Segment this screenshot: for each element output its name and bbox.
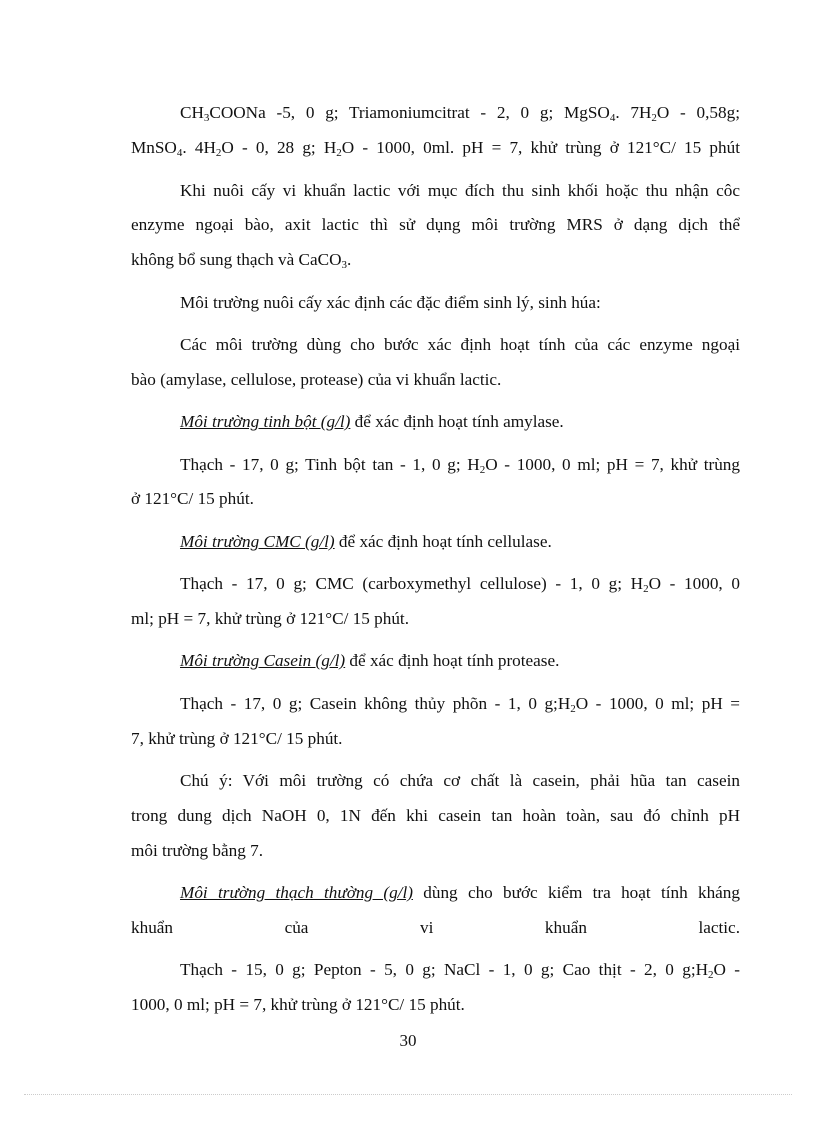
text-line: [180, 693, 740, 715]
text-line: [180, 292, 740, 314]
text-line: [180, 770, 740, 792]
text-line: [131, 249, 740, 271]
text-line: [131, 369, 740, 391]
subscript: 2: [215, 147, 222, 159]
text-line: [131, 214, 740, 236]
text-segment: O - 1000, 0: [648, 574, 740, 593]
text-segment: để xác định hoạt tính amylase.: [350, 412, 564, 431]
text-segment: O - 1000, 0 ml; pH = 7, khử trùng: [485, 455, 740, 474]
subscript: 2: [651, 112, 657, 124]
text-line: [131, 608, 740, 630]
subscript: 2: [643, 583, 649, 595]
text-line: [180, 959, 740, 981]
text-line: [131, 917, 740, 939]
page-bottom-divider: [24, 1094, 792, 1095]
text-segment: ở 121°C/ 15 phút.: [131, 489, 254, 508]
text-segment: . 4H: [182, 138, 216, 157]
text-segment: .: [347, 250, 352, 269]
text-line: [180, 531, 740, 553]
text-segment: Thạch - 17, 0 g; Tinh bột tan - 1, 0 g; H: [180, 455, 480, 474]
page-number: 30: [399, 1031, 417, 1050]
text-segment: trong dung dịch NaOH 0, 1N đến khi casein tan hoàn toàn, sau đó chỉnh pH: [131, 806, 740, 825]
text-segment: để xác định hoạt tính cellulase.: [334, 532, 552, 551]
text-segment: Thạch - 17, 0 g; Casein không thủy phõn - 1, 0 g;H: [180, 694, 571, 713]
text-segment: bào (amylase, cellulose, protease) của vi khuẩn lactic.: [131, 370, 502, 389]
text-segment: MnSO: [131, 138, 177, 157]
subscript: 4: [609, 112, 616, 124]
text-segment: môi trường bằng 7.: [131, 841, 264, 860]
section-heading: Môi trường thạch thường (g/l): [180, 883, 413, 902]
section-heading: Môi trường Casein (g/l): [180, 651, 346, 670]
text-line: [131, 728, 740, 750]
text-segment: ml; pH = 7, khử trùng ở 121°C/ 15 phút.: [131, 609, 409, 628]
text-line: [131, 840, 740, 862]
section-heading: Môi trường CMC (g/l): [180, 532, 335, 551]
text-segment: Khi nuôi cấy vi khuẩn lactic với mục đích thu sinh khối hoặc thu nhận côc: [180, 181, 740, 200]
text-segment: không bổ sung thạch và CaCO: [131, 250, 342, 269]
text-segment: . 7H: [615, 103, 652, 122]
text-segment: để xác định hoạt tính protease.: [345, 651, 560, 670]
subscript: 2: [479, 464, 486, 476]
text-line: [180, 180, 740, 202]
text-line: [131, 488, 740, 510]
text-line: [131, 137, 740, 159]
text-segment: Thạch - 17, 0 g; CMC (carboxymethyl cellulose) - 1, 0 g; H: [180, 574, 644, 593]
text-line: [180, 573, 740, 595]
text-segment: O - 0,58g;: [656, 103, 740, 122]
text-line: [180, 454, 740, 476]
subscript: 3: [203, 112, 210, 124]
text-line: [131, 805, 740, 827]
text-segment: CH: [180, 103, 204, 122]
text-segment: enzyme ngoại bào, axit lactic thì sử dụng môi trường MRS ở dạng dịch thể: [131, 215, 740, 234]
text-segment: dùng cho bước kiểm tra hoạt tính kháng: [412, 883, 740, 902]
text-line: [180, 650, 740, 672]
text-line: [180, 102, 740, 124]
text-line: [180, 411, 740, 433]
text-line: [180, 334, 740, 356]
text-segment: O - 1000, 0ml. pH = 7, khử trùng ở 121°C/ 15 phút: [341, 138, 740, 157]
text-segment: 7, khử trùng ở 121°C/ 15 phút.: [131, 729, 343, 748]
section-heading: Môi trường tinh bột (g/l): [180, 412, 351, 431]
text-segment: O -: [713, 960, 741, 979]
text-segment: COONa -5, 0 g; Triamoniumcitrat - 2, 0 g; MgSO: [209, 103, 610, 122]
subscript: 3: [341, 259, 348, 271]
text-segment: Chú ý: Với môi trường có chứa cơ chất là casein, phải hũa tan casein: [180, 771, 740, 790]
subscript: 2: [708, 969, 714, 981]
text-segment: Thạch - 15, 0 g; Pepton - 5, 0 g; NaCl - 1, 0 g; Cao thịt - 2, 0 g;H: [180, 960, 709, 979]
text-segment: O - 0, 28 g; H: [221, 138, 337, 157]
text-line: [180, 882, 740, 904]
text-segment: khuẩn của vi khuẩn lactic.: [131, 918, 740, 937]
subscript: 2: [336, 147, 342, 159]
text-segment: Môi trường nuôi cấy xác định các đặc điểm sinh lý, sinh húa:: [180, 293, 601, 312]
text-segment: Các môi trường dùng cho bước xác định hoạt tính của các enzyme ngoại: [180, 335, 740, 354]
text-segment: 1000, 0 ml; pH = 7, khử trùng ở 121°C/ 15 phút.: [131, 995, 465, 1014]
text-segment: O - 1000, 0 ml; pH =: [575, 694, 740, 713]
subscript: 4: [176, 147, 183, 159]
subscript: 2: [570, 703, 576, 715]
text-line: [131, 994, 740, 1016]
